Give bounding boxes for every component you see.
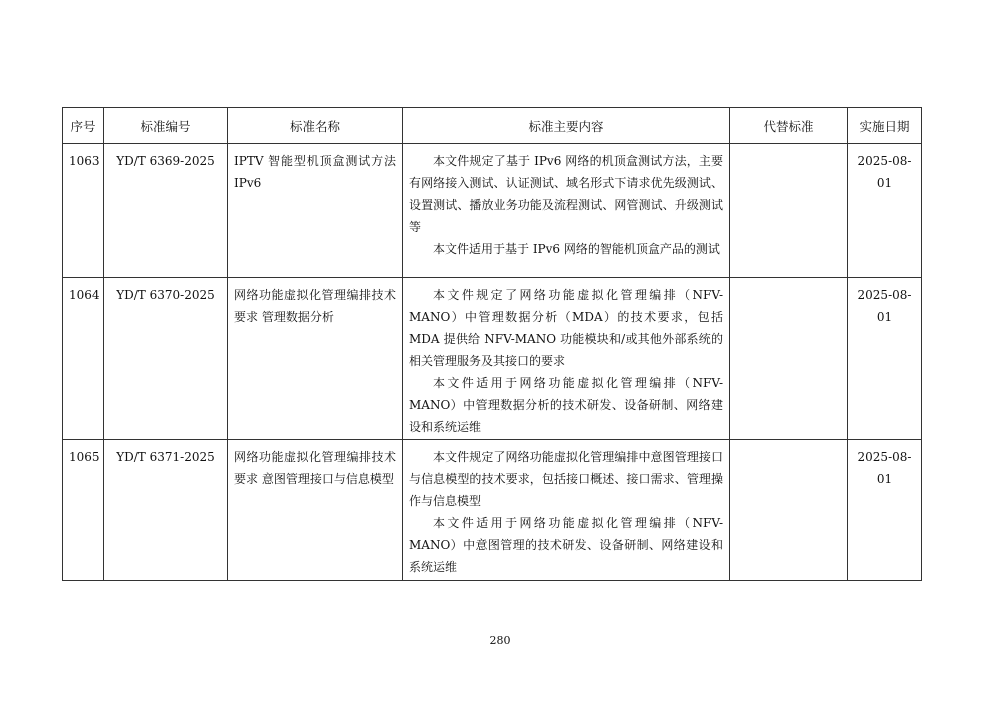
- table-row: [63, 144, 922, 278]
- row-no: 1064: [63, 278, 104, 440]
- row-content: [403, 144, 730, 278]
- row-name: 网络功能虚拟化管理编排技术要求 意图管理接口与信息模型: [228, 440, 403, 581]
- content-applicability: 本文件适用于网络功能虚拟化管理编排（NFV-MANO）中意图管理的技术研发、设备研制、网络建设和系统运维: [409, 516, 723, 574]
- row-replace: [730, 440, 848, 581]
- row-code: YD/T 6370-2025: [104, 278, 228, 440]
- header-date: 实施日期: [848, 108, 922, 144]
- header-no: 序号: [63, 108, 104, 144]
- content-scope: 本文件规定了网络功能虚拟化管理编排中意图管理接口与信息模型的技术要求，包括接口概述、接口需求、管理操作与信息模型: [409, 450, 723, 508]
- content-applicability: 本文件适用于基于 IPv6 网络的智能机顶盒产品的测试: [433, 242, 720, 256]
- header-row: [63, 108, 922, 144]
- row-replace: [730, 278, 848, 440]
- content-scope: 本文件规定了基于 IPv6 网络的机顶盒测试方法，主要有网络接入测试、认证测试、域名形式下请求优先级测试、设置测试、播放业务功能及流程测试、网管测试、升级测试等: [409, 154, 723, 234]
- row-date: 2025-08-01: [848, 144, 922, 278]
- header-name: 标准名称: [228, 108, 403, 144]
- row-code: YD/T 6371-2025: [104, 440, 228, 581]
- table-row: [63, 278, 922, 440]
- header-code: 标准编号: [104, 108, 228, 144]
- row-date: 2025-08-01: [848, 278, 922, 440]
- content-applicability: 本文件适用于网络功能虚拟化管理编排（NFV-MANO）中管理数据分析的技术研发、设备研制、网络建设和系统运维: [409, 376, 723, 434]
- row-replace: [730, 144, 848, 278]
- row-name: 网络功能虚拟化管理编排技术要求 管理数据分析: [228, 278, 403, 440]
- row-content: [403, 440, 730, 581]
- table-row: [63, 440, 922, 581]
- content-scope: 本文件规定了网络功能虚拟化管理编排（NFV-MANO）中管理数据分析（MDA）的技术要求，包括 MDA 提供给 NFV-MANO 功能模块和/或其他外部系统的相关管理服务及其接口的要求: [409, 288, 723, 368]
- row-no: 1065: [63, 440, 104, 581]
- header-content: 标准主要内容: [403, 108, 730, 144]
- standards-table: [62, 107, 922, 581]
- row-date: 2025-08-01: [848, 440, 922, 581]
- row-code: YD/T 6369-2025: [104, 144, 228, 278]
- row-name: IPTV 智能型机顶盒测试方法 IPv6: [228, 144, 403, 278]
- header-replace: 代替标准: [730, 108, 848, 144]
- page-number: 280: [489, 634, 511, 647]
- row-content: [403, 278, 730, 440]
- row-no: 1063: [63, 144, 104, 278]
